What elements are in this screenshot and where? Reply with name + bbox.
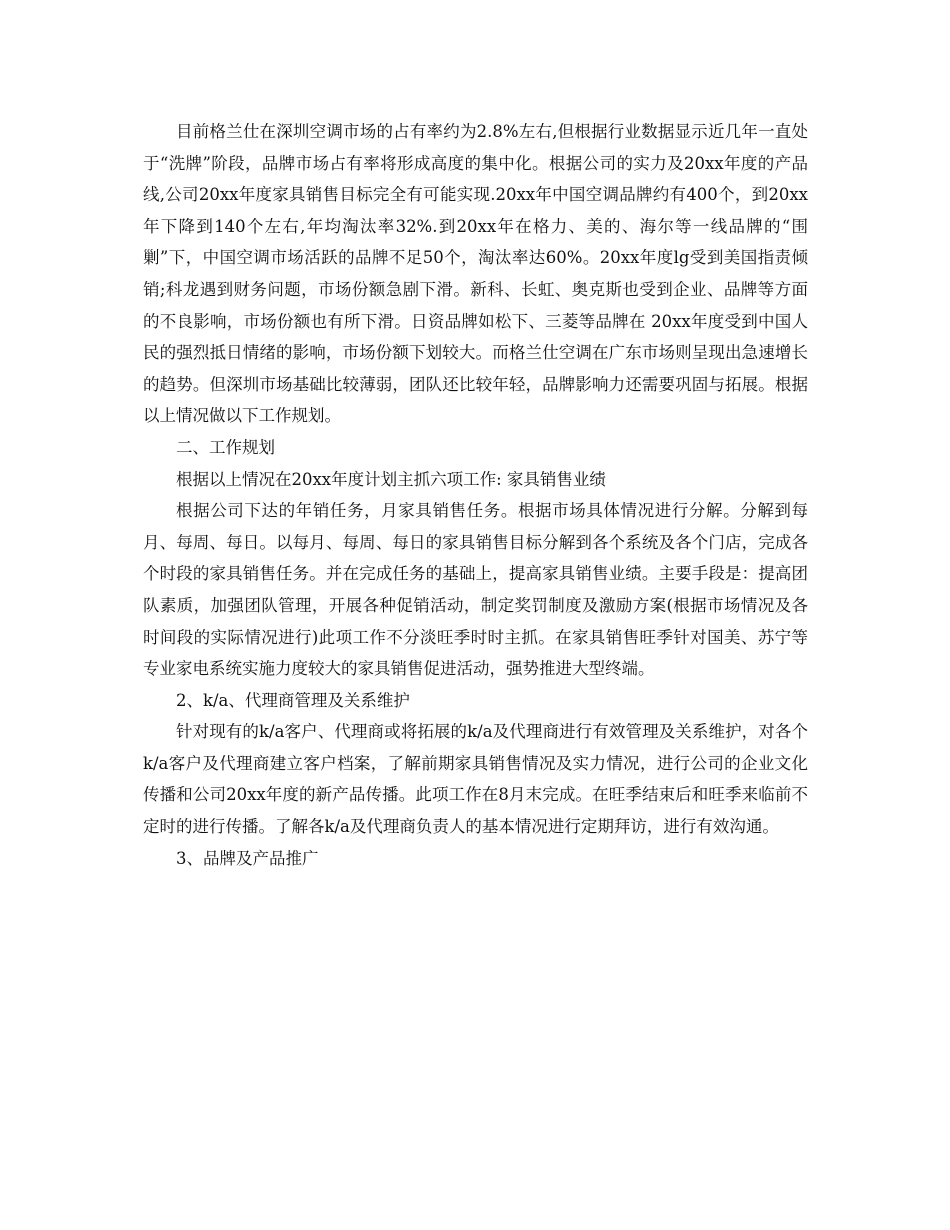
paragraph-market-analysis: 目前格兰仕在深圳空调市场的占有率约为2.8%左右,但根据行业数据显示近几年一直处于“洗牌”阶段，品牌市场占有率将形成高度的集中化。根据公司的实力及20xx年度的产品线,公司20xx年度家具销售目标完全有可能实现.20xx年中国空调品牌约有400个，到20xx年下降到140个左右,年均淘汰率32%.到20xx年在格力、美的、海尔等一线品牌的“围剿”下，中国空调市场活跃的品牌不足50个，淘汰率达60%。20xx年度lg受到美国指责倾销;科龙遇到财务问题，市场份额急剧下滑。新科、长虹、奥克斯也受到企业、品牌等方面的不良影响，市场份额也有所下滑。日资品牌如松下、三菱等品牌在 20xx年度受到中国人民的强烈抵日情绪的影响，市场份额下划较大。而格兰仕空调在广东市场则呈现出急速增长的趋势。但深圳市场基础比较薄弱，团队还比较年轻，品牌影响力还需要巩固与拓展。根据以上情况做以下工作规划。 <box>143 122 808 426</box>
subheading-ka-agent-management: 2、k/a、代理商管理及关系维护 <box>176 690 410 710</box>
paragraph-sales-performance: 根据公司下达的年销任务，月家具销售任务。根据市场具体情况进行分解。分解到每月、每周、每日。以每月、每周、每日的家具销售目标分解到各个系统及各个门店，完成各个时段的家具销售任务。并在完成任务的基础上，提高家具销售业绩。主要手段是：提高团队素质，加强团队管理，开展各种促销活动，制定奖罚制度及激励方案(根据市场情况及各时间段的实际情况进行)此项工作不分淡旺季时时主抓。在家具销售旺季针对国美、苏宁等专业家电系统实施力度较大的家具销售促进活动，强势推进大型终端。 <box>143 501 808 679</box>
subheading-brand-promotion: 3、品牌及产品推广 <box>176 848 319 868</box>
section-heading-work-plan: 二、工作规划 <box>176 437 275 457</box>
paragraph-ka-agent-management: 针对现有的k/a客户、代理商或将拓展的k/a及代理商进行有效管理及关系维护，对各个k/a客户及代理商建立客户档案，了解前期家具销售情况及实力情况，进行公司的企业文化传播和公司20xx年度的新产品传播。此项工作在8月末完成。在旺季结束后和旺季来临前不定时的进行传播。了解各k/a及代理商负责人的基本情况进行定期拜访，进行有效沟通。 <box>143 722 808 837</box>
paragraph-six-tasks-intro: 根据以上情况在20xx年度计划主抓六项工作: 家具销售业绩 <box>176 469 606 489</box>
document-body <box>143 116 808 874</box>
